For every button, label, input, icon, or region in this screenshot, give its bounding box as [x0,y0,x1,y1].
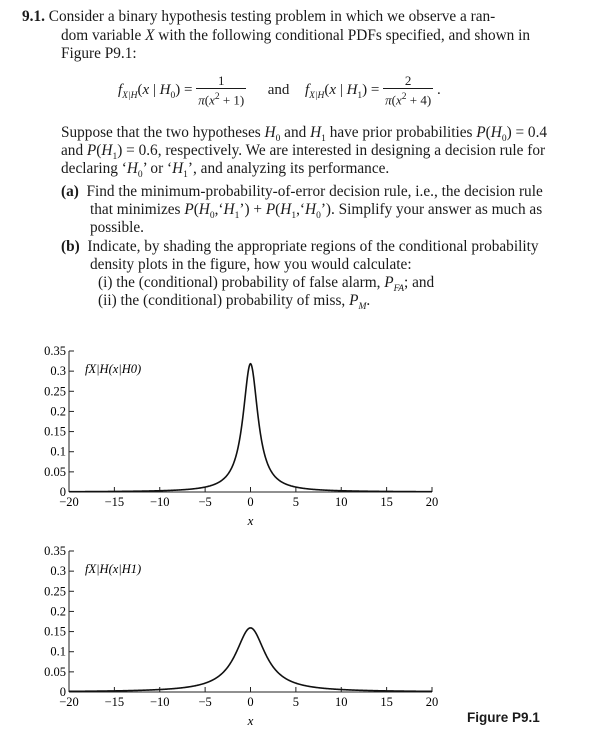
x-tick-label: −5 [198,495,212,509]
y-tick-label: 0.15 [44,424,66,439]
problem-line-3: Figure P9.1: [61,45,137,62]
x-tick-label: −10 [149,495,170,509]
x-tick-label: 10 [335,495,348,509]
y-tick-label: 0.25 [44,384,66,399]
x-tick-label: 5 [292,695,299,709]
x-tick-label: 15 [380,695,393,709]
problem-number: 9.1. [22,8,45,25]
x-tick-label: 0 [247,695,254,709]
y-tick-label: 0.1 [50,644,66,659]
y-tick-label: 0.2 [50,604,66,619]
pdf-h0-fraction: $\frac{1}{\pi(x^2 + 1)}$ [198,73,245,108]
series-legend: fX|H(x|H0) [85,362,142,376]
series-legend: fX|H(x|H1) [85,562,142,576]
y-tick-label: 0 [59,485,66,499]
part-a-label: (a) [61,183,79,200]
part-b-label: (b) [61,238,80,255]
y-tick-label: 0.3 [50,364,66,379]
x-tick-label: 15 [380,495,393,509]
series-line-h0 [69,364,432,492]
x-axis-label: x [247,713,254,728]
x-tick-label: −15 [104,695,125,709]
para2-line-3: declaring ‘$H_0$’ or ‘$H_1$’, and analyzing its performance. [61,160,390,181]
y-tick-label: 0.05 [44,464,66,479]
y-tick-label: 0.35 [44,344,66,358]
x-tick-label: 5 [292,495,299,509]
part-b-item-i: (i) the (conditional) probability of false alarm, $P_{FA}$; and [98,274,435,295]
y-tick-label: 0.25 [44,584,66,599]
y-tick-label: 0.2 [50,404,66,419]
pdf-h1-fraction: $\frac{2}{\pi(x^2 + 4)}$ [385,73,432,108]
para2-line-1: Suppose that the two hypotheses $H_0$ and $H_1$ have prior probabilities $P(H_0) = 0.4$ [61,124,548,145]
part-b-item-ii: (ii) the (conditional) probability of miss, $P_M$. [98,292,371,313]
part-a-line-2: that minimizes $P(H_0,‘H_1’)$ + $P(H_1,‘H_0’)$. Simplify your answer as much as [90,201,543,222]
part-a-line-1: (a) Find the minimum-probability-of-error decision rule, i.e., the decision rule [61,183,543,200]
x-tick-label: −20 [59,695,79,709]
figure-label: Figure P9.1 [467,710,540,725]
pdf-equations: $f_{X|H}(x$ | $H_0$) = $\frac{1}{\pi(x^2 + 1)}$ and $f_{X|H}(x$ | $H_1$) = $\frac{2}{\pi(x^2 + 4)}$ . [118,73,441,108]
x-tick-label: 20 [425,495,439,509]
x-tick-label: −20 [59,495,79,509]
y-tick-label: 0.1 [50,444,66,459]
y-tick-label: 0.05 [44,664,66,679]
x-tick-label: 0 [247,495,254,509]
chart-pdf-h0 [0,330,593,530]
chart-pdf-h1 [0,530,593,730]
problem-line-1: 9.1. Consider a binary hypothesis testing problem in which we observe a ran- [22,8,496,25]
series-line-h1 [69,628,432,691]
part-b-line-1: (b) Indicate, by shading the appropriate regions of the conditional probability [61,238,539,255]
y-tick-label: 0 [59,685,66,699]
x-tick-label: 10 [335,695,348,709]
x-tick-label: −15 [104,495,125,509]
x-axis-label: x [247,513,254,528]
y-tick-label: 0.35 [44,544,66,558]
part-a-line-3: possible. [90,219,144,236]
x-tick-label: 20 [425,695,439,709]
problem-line-2: dom variable X with the following conditional PDFs specified, and shown in [61,27,531,44]
x-tick-label: −5 [198,695,212,709]
y-tick-label: 0.15 [44,624,66,639]
para2-line-2: and $P(H_1) = 0.6$, respectively. We are interested in designing a decision rule for [61,142,546,163]
y-tick-label: 0.3 [50,564,66,579]
x-tick-label: −10 [149,695,170,709]
part-b-line-2: density plots in the figure, how you would calculate: [90,256,412,273]
